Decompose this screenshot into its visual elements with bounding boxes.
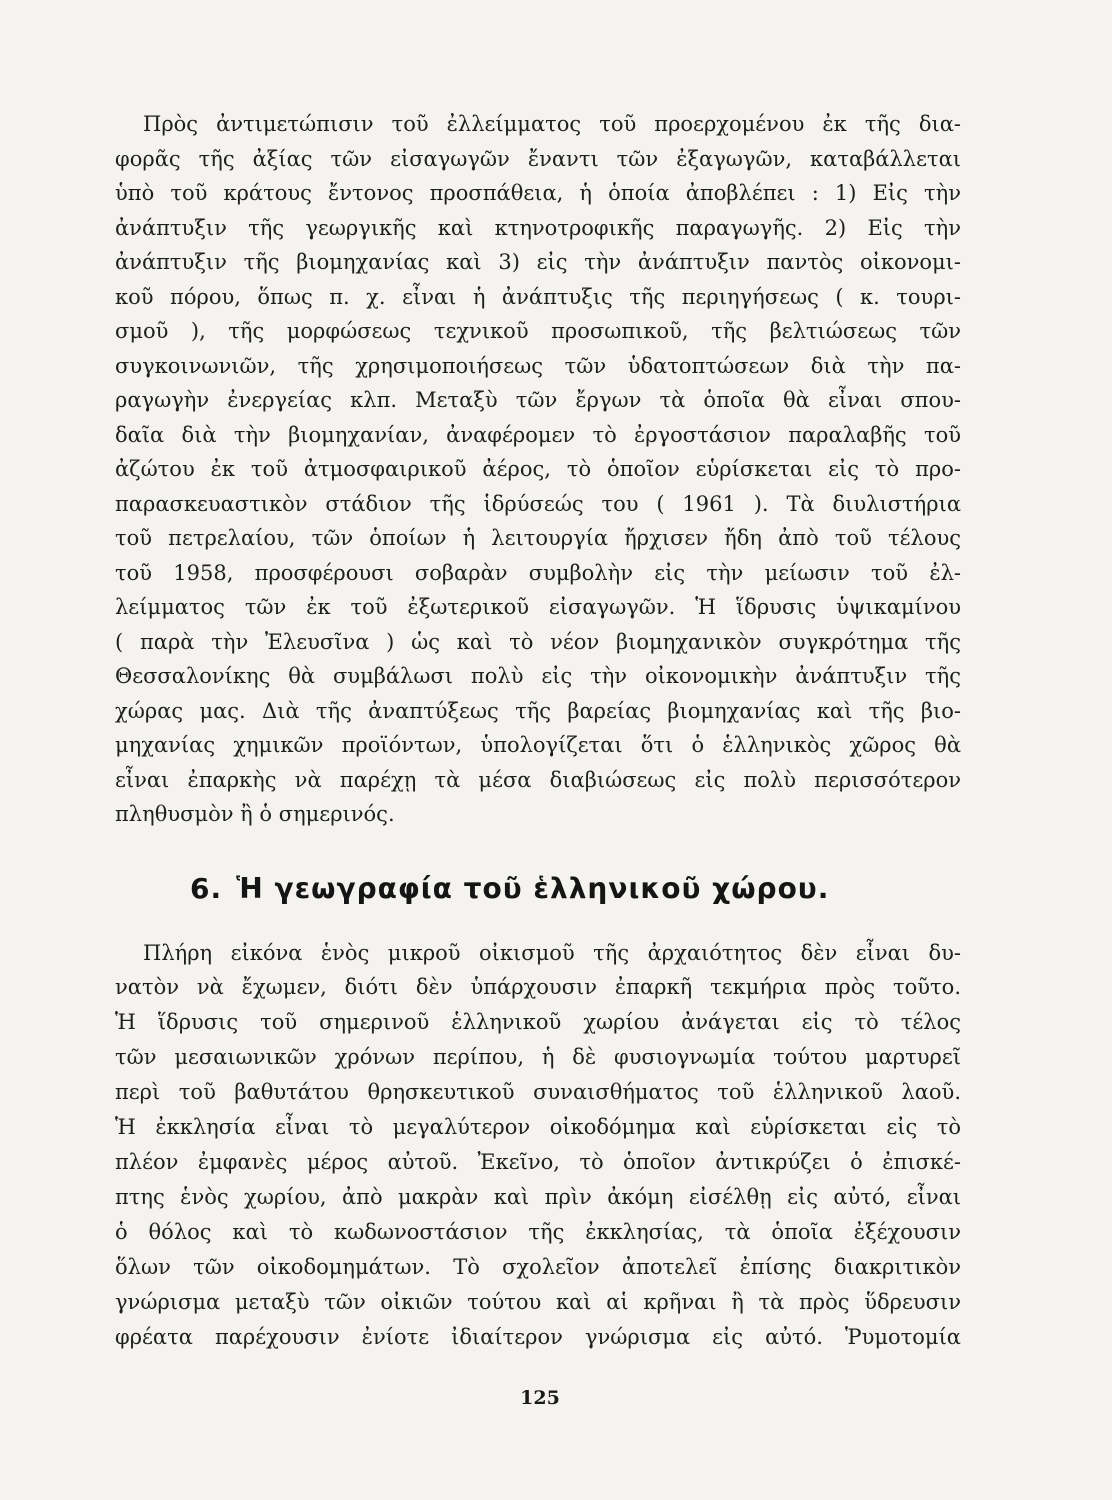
text-line: Ἡ ἐκκλησία εἶναι τὸ μεγαλύτερον οἰκοδόμημα καὶ εὑρίσκεται εἰς τὸ [115, 1115, 961, 1139]
text-line: εἶναι ἐπαρκὴς νὰ παρέχῃ τὰ μέσα διαβιώσεως εἰς πολὺ περισσότερον [115, 768, 961, 792]
text-line: Πρὸς ἀντιμετώπισιν τοῦ ἐλλείμματος τοῦ προερχομένου ἐκ τῆς δια- [143, 112, 961, 136]
text-line: παρασκευαστικὸν στάδιον τῆς ἱδρύσεώς του ( 1961 ). Τὰ διυλιστήρια [115, 492, 961, 516]
text-line: ὑπὸ τοῦ κράτους ἔντονος προσπάθεια, ἡ ὁποία ἀποβλέπει : 1) Εἰς τὴν [115, 181, 961, 205]
section-heading [190, 864, 890, 914]
text-line: μηχανίας χημικῶν προϊόντων, ὑπολογίζεται ὅτι ὁ ἑλληνικὸς χῶρος θὰ [115, 733, 961, 757]
text-line: χώρας μας. Διὰ τῆς ἀναπτύξεως τῆς βαρείας βιομηχανίας καὶ τῆς βιο- [115, 699, 961, 723]
text-line: Πλήρη εἰκόνα ἑνὸς μικροῦ οἰκισμοῦ τῆς ἀρχαιότητος δὲν εἶναι δυ- [143, 941, 961, 965]
text-line: πλέον ἐμφανὲς μέρος αὐτοῦ. Ἐκεῖνο, τὸ ὁποῖον ἀντικρύζει ὁ ἐπισκέ- [115, 1150, 961, 1174]
text-line: Θεσσαλονίκης θὰ συμβάλωσι πολὺ εἰς τὴν οἰκονομικὴν ἀνάπτυξιν τῆς [115, 664, 961, 688]
text-line: ραγωγὴν ἐνεργείας κλπ. Μεταξὺ τῶν ἔργων τὰ ὁποῖα θὰ εἶναι σπου- [115, 388, 961, 412]
text-line: νατὸν νὰ ἔχωμεν, διότι δὲν ὑπάρχουσιν ἐπαρκῆ τεκμήρια πρὸς τοῦτο. [115, 975, 961, 999]
text-line: περὶ τοῦ βαθυτάτου θρησκευτικοῦ συναισθήματος τοῦ ἑλληνικοῦ λαοῦ. [115, 1080, 961, 1104]
text-line: ἀνάπτυξιν τῆς γεωργικῆς καὶ κτηνοτροφικῆς παραγωγῆς. 2) Εἰς τὴν [115, 216, 961, 240]
text-line: συγκοινωνιῶν, τῆς χρησιμοποιήσεως τῶν ὑδατοπτώσεων διὰ τὴν πα- [115, 354, 961, 378]
text-line: φορᾶς τῆς ἀξίας τῶν εἰσαγωγῶν ἔναντι τῶν ἐξαγωγῶν, καταβάλλεται [115, 147, 961, 171]
text-line: ὅλων τῶν οἰκοδομημάτων. Τὸ σχολεῖον ἀποτελεῖ ἐπίσης διακριτικὸν [115, 1255, 961, 1279]
text-line: πληθυσμὸν ἢ ὁ σημερινός. [115, 802, 395, 826]
page-number: 125 [520, 1387, 560, 1409]
text-line: σμοῦ ), τῆς μορφώσεως τεχνικοῦ προσωπικοῦ, τῆς βελτιώσεως τῶν [115, 319, 961, 343]
text-line: ὁ θόλος καὶ τὸ κωδωνοστάσιον τῆς ἐκκλησίας, τὰ ὁποῖα ἐξέχουσιν [115, 1220, 961, 1244]
text-line: τῶν μεσαιωνικῶν χρόνων περίπου, ἡ δὲ φυσιογνωμία τούτου μαρτυρεῖ [115, 1045, 961, 1069]
text-line: ἀνάπτυξιν τῆς βιομηχανίας καὶ 3) εἰς τὴν ἀνάπτυξιν παντὸς οἰκονομι- [115, 250, 961, 274]
text-line: πτης ἑνὸς χωρίου, ἀπὸ μακρὰν καὶ πρὶν ἀκόμη εἰσέλθῃ εἰς αὐτό, εἶναι [115, 1185, 961, 1209]
text-line: φρέατα παρέχουσιν ἐνίοτε ἰδιαίτερον γνώρισμα εἰς αὐτό. Ῥυμοτομία [115, 1325, 961, 1349]
text-line: τοῦ 1958, προσφέρουσι σοβαρὰν συμβολὴν εἰς τὴν μείωσιν τοῦ ἐλ- [115, 561, 961, 585]
text-line: τοῦ πετρελαίου, τῶν ὁποίων ἡ λειτουργία ἤρχισεν ἤδη ἀπὸ τοῦ τέλους [115, 526, 961, 550]
section-number: 6. [190, 872, 223, 905]
text-line: Ἡ ἵδρυσις τοῦ σημερινοῦ ἑλληνικοῦ χωρίου ἀνάγεται εἰς τὸ τέλος [115, 1010, 961, 1034]
text-line: ( παρὰ τὴν Ἐλευσῖνα ) ὡς καὶ τὸ νέον βιομηχανικὸν συγκρότημα τῆς [115, 630, 961, 654]
text-line: κοῦ πόρου, ὅπως π. χ. εἶναι ἡ ἀνάπτυξις τῆς περιηγήσεως ( κ. τουρι- [115, 285, 961, 309]
text-line: λείμματος τῶν ἐκ τοῦ ἐξωτερικοῦ εἰσαγωγῶν. Ἡ ἵδρυσις ὑψικαμίνου [115, 595, 961, 619]
text-line: γνώρισμα μεταξὺ τῶν οἰκιῶν τούτου καὶ αἱ κρῆναι ἢ τὰ πρὸς ὕδρευσιν [115, 1290, 961, 1314]
text-line: δαῖα διὰ τὴν βιομηχανίαν, ἀναφέρομεν τὸ ἐργοστάσιον παραλαβῆς τοῦ [115, 423, 961, 447]
text-line: ἀζώτου ἐκ τοῦ ἀτμοσφαιρικοῦ ἀέρος, τὸ ὁποῖον εὑρίσκεται εἰς τὸ προ- [115, 457, 961, 481]
section-title: Ἡ γεωγραφία τοῦ ἑλληνικοῦ χώρου. [236, 872, 830, 905]
